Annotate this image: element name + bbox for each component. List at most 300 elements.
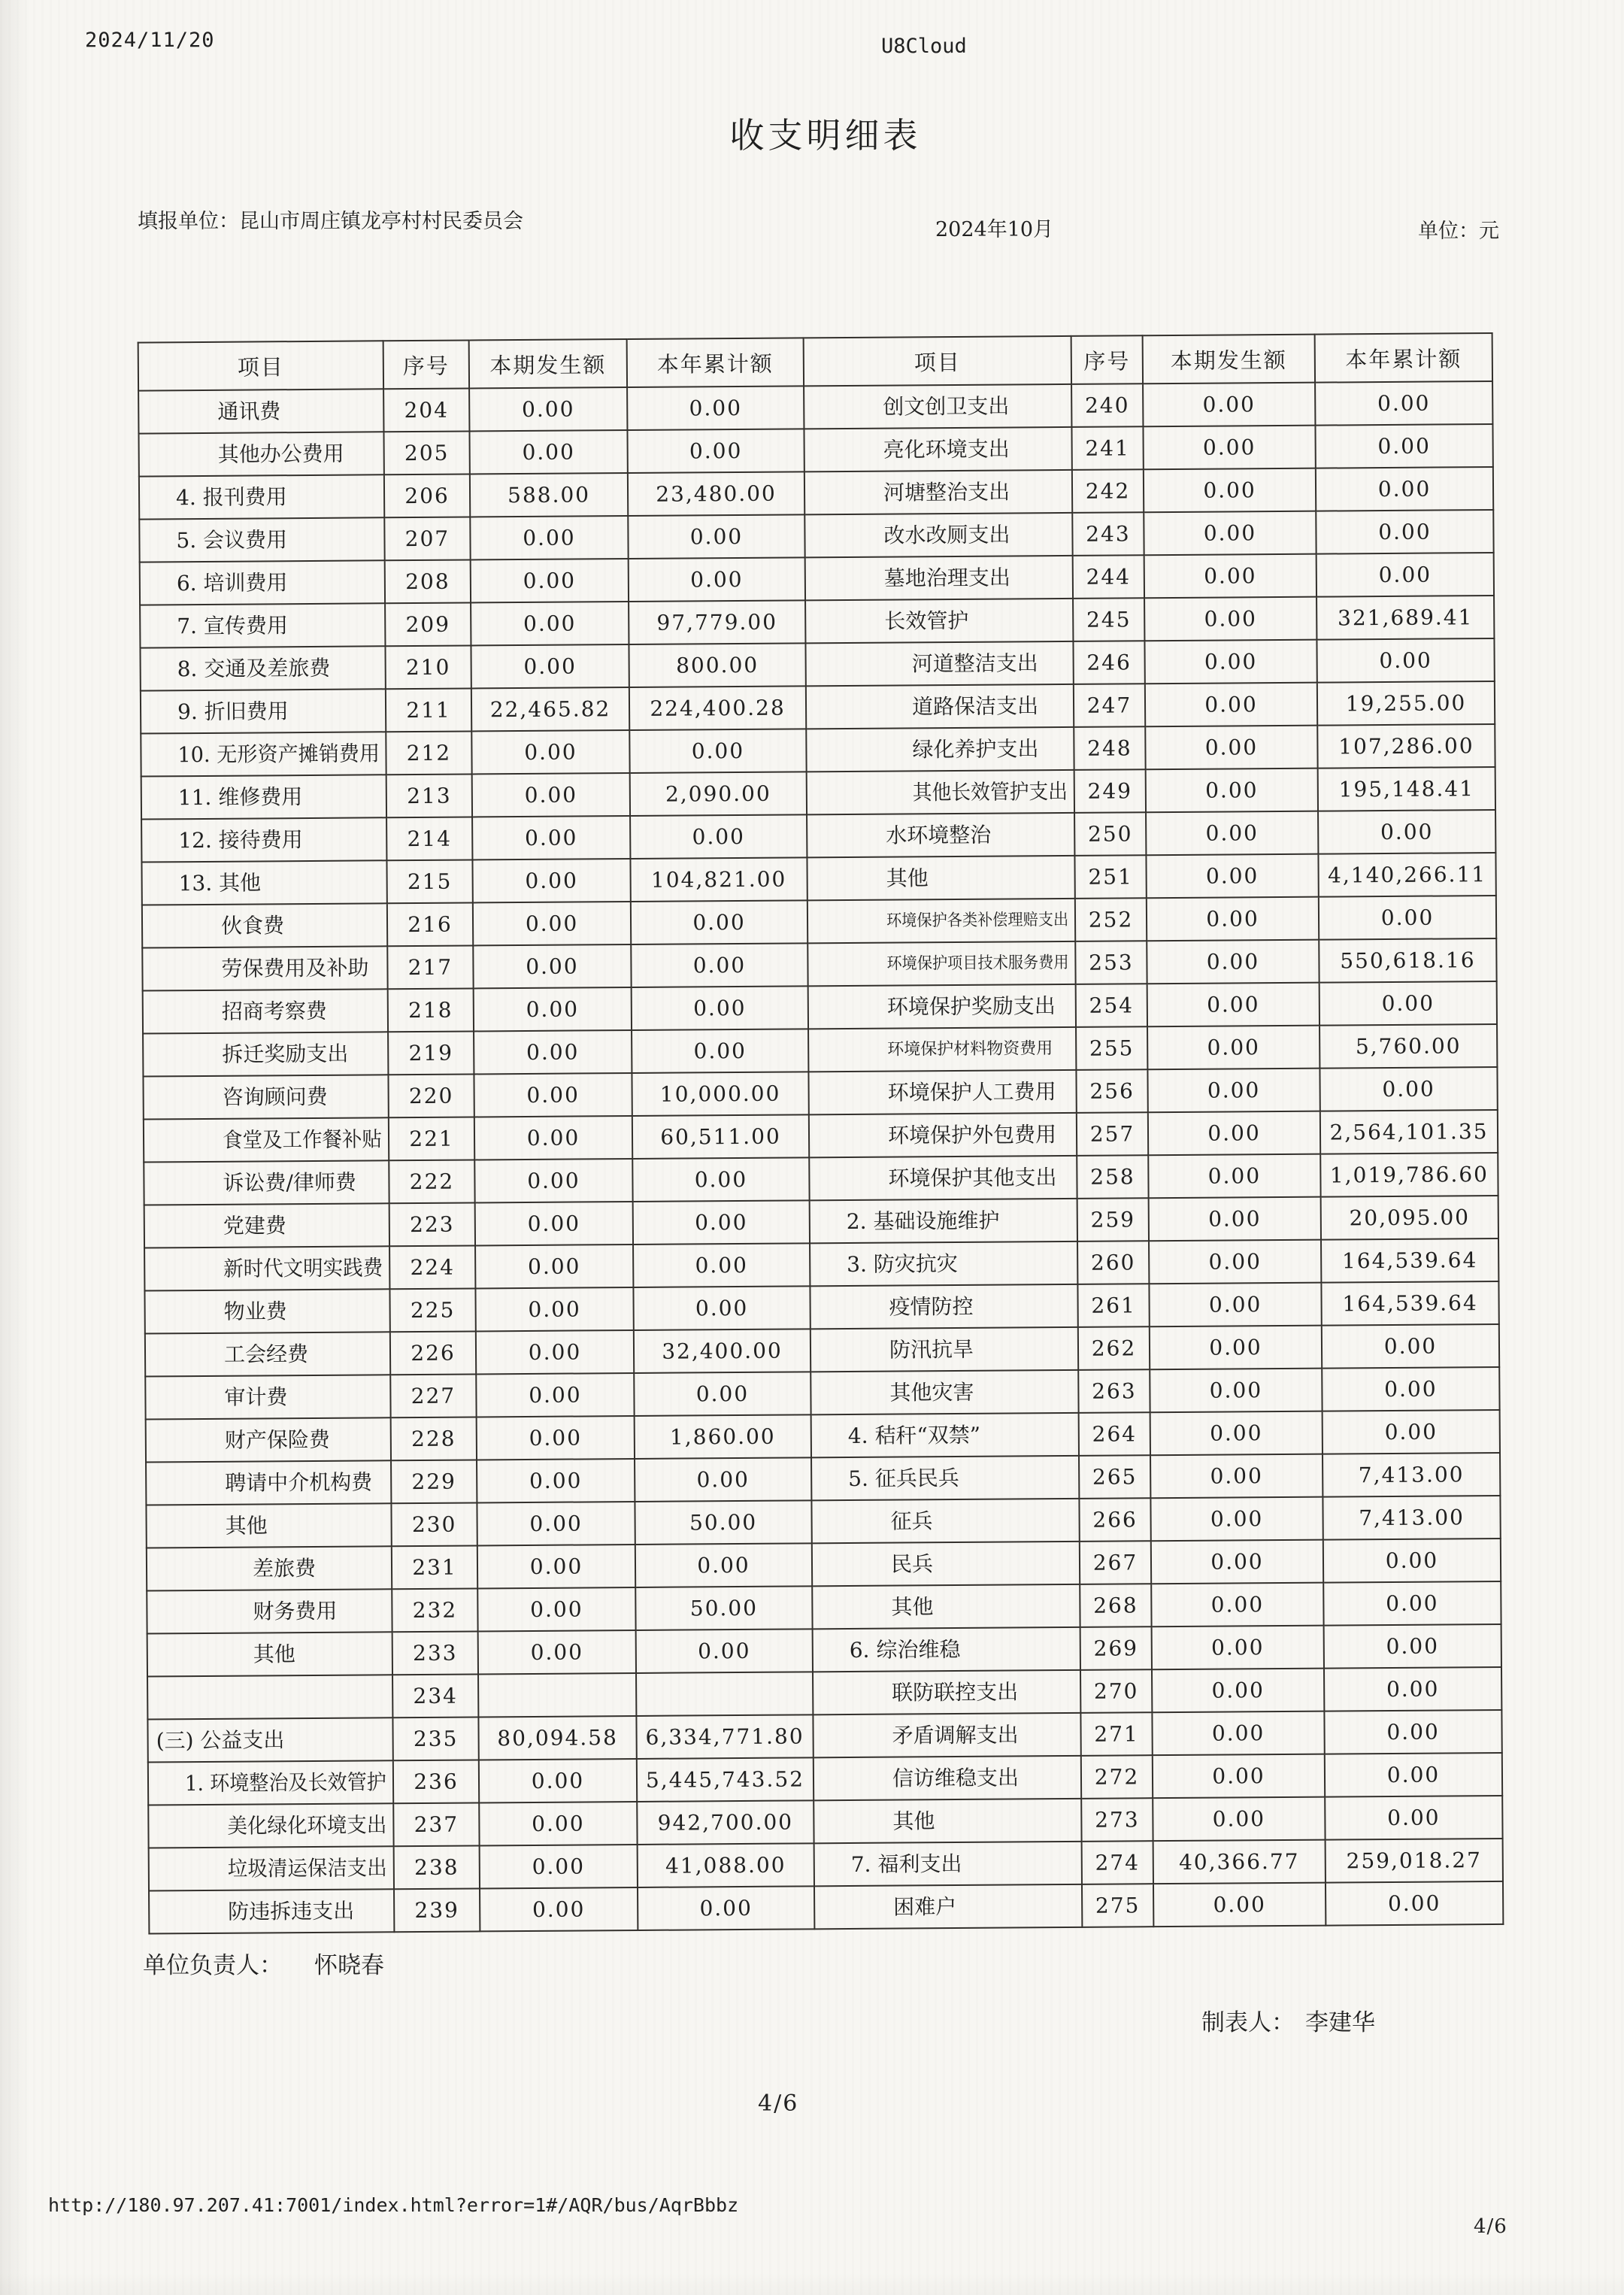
app-name: U8Cloud [881,35,967,58]
no-cell: 259 [1077,1198,1149,1241]
year-total-cell: 7,413.00 [1323,1453,1500,1497]
year-total-cell: 0.00 [1319,896,1496,940]
year-total-cell: 0.00 [633,1286,810,1330]
current-amount-cell: 0.00 [479,1759,637,1802]
item-cell: 环境保护外包费用 [810,1113,1077,1157]
no-cell: 223 [389,1202,475,1246]
table-row [805,467,1493,514]
current-amount-cell: 0.00 [1146,854,1318,899]
no-cell: 274 [1082,1841,1153,1884]
table-row [140,557,805,605]
item-cell: 其他 [146,1503,391,1548]
year-total-cell: 0.00 [634,1372,810,1416]
current-amount-cell: 0.00 [477,1459,635,1502]
table-row [144,1243,810,1290]
year-total-cell: 0.00 [629,729,806,773]
year-total-cell: 0.00 [1324,1624,1501,1669]
no-cell: 247 [1074,684,1145,727]
table-row [812,1496,1500,1543]
table-row [807,767,1495,814]
no-cell: 207 [384,517,470,560]
year-total-cell: 0.00 [1322,1324,1499,1369]
current-amount-cell: 0.00 [1143,426,1315,470]
current-amount-cell: 0.00 [1145,683,1317,727]
no-cell: 256 [1076,1069,1147,1113]
table-row [812,1410,1500,1457]
no-cell: 230 [391,1502,477,1546]
no-cell: 225 [389,1288,475,1332]
current-amount-cell: 0.00 [1148,1111,1320,1156]
table-row [814,1667,1501,1714]
table-row [147,1586,812,1633]
item-cell: 矛盾调解支出 [814,1713,1080,1757]
report-unit-label: 填报单位： [138,210,239,233]
current-amount-cell: 0.00 [469,430,627,474]
item-cell: 其他 [147,1632,392,1676]
year-total-cell: 0.00 [1318,810,1495,854]
year-total-cell: 0.00 [1320,1067,1497,1111]
year-total-cell: 2,090.00 [630,772,807,816]
table-row [142,900,807,947]
table-row [813,1539,1501,1586]
item-cell: 信访维稳支出 [814,1756,1081,1800]
current-amount-cell: 0.00 [472,859,630,902]
year-total-cell: 0.00 [1323,1539,1501,1583]
item-cell: 差旅费 [147,1546,392,1590]
table-row [806,638,1494,686]
item-cell: 垃圾清运保洁支出 [149,1846,394,1890]
table-row [142,943,807,990]
table-row [806,553,1494,600]
year-total-cell: 195,148.41 [1318,767,1495,811]
current-amount-cell: 0.00 [471,644,629,688]
table-row [804,381,1492,429]
item-cell: 防违拆违支出 [149,1889,394,1933]
table-row [812,1453,1500,1500]
year-total-cell: 0.00 [1320,981,1497,1026]
no-cell: 236 [393,1760,479,1803]
year-total-cell: 4,140,266.11 [1318,853,1495,897]
column-header-item: 项目 [138,341,383,390]
item-cell: 1. 环境整治及长效管护 [148,1760,393,1805]
current-amount-cell: 0.00 [473,902,631,945]
current-amount-cell: 0.00 [1149,1197,1321,1241]
year-total-cell: 23,480.00 [628,471,804,516]
table-header-row [138,338,804,390]
current-amount-cell: 40,366.77 [1153,1840,1326,1884]
item-cell: 疫情防控 [810,1284,1077,1329]
table-row [146,1457,811,1505]
table-row [143,1072,808,1119]
no-cell: 262 [1078,1326,1150,1370]
item-cell: 5. 会议费用 [139,517,384,562]
item-cell: 联防联控支出 [814,1670,1080,1714]
report-period: 2024年10月 [935,218,1054,241]
year-total-cell: 0.00 [627,429,804,473]
current-amount-cell: 0.00 [1147,983,1320,1027]
no-cell: 229 [391,1460,477,1503]
year-total-cell: 0.00 [1323,1581,1501,1626]
table-row [138,386,804,433]
year-total-cell: 321,689.41 [1316,596,1494,640]
no-cell: 261 [1077,1284,1149,1327]
no-cell: 254 [1076,984,1147,1027]
current-amount-cell: 0.00 [472,773,630,817]
no-cell: 272 [1081,1755,1153,1799]
item-cell: 13. 其他 [141,860,386,905]
year-total-cell: 0.00 [627,386,804,430]
item-cell: 环境保护项目技术服务费用 [808,941,1075,986]
table-row [809,1024,1497,1072]
no-cell: 253 [1075,941,1147,984]
no-cell: 224 [389,1245,475,1289]
table-row [146,1414,811,1462]
preparer-label: 制表人： [1201,2009,1295,2036]
item-cell [147,1675,392,1719]
table-row [807,810,1495,857]
no-cell: 258 [1077,1155,1148,1199]
current-amount-cell: 0.00 [480,1887,638,1931]
table-row [143,1029,808,1076]
column-header-no: 序号 [1071,335,1143,384]
current-amount-cell: 0.00 [475,1245,633,1288]
no-cell: 265 [1079,1455,1150,1499]
table-row [148,1757,814,1805]
table-row [804,424,1492,471]
item-cell: 民兵 [813,1542,1080,1586]
current-amount-cell: 0.00 [1144,640,1316,684]
item-cell: (三) 公益支出 [147,1717,392,1762]
year-total-cell: 32,400.00 [634,1329,810,1373]
item-cell: 4. 秸秆“双禁” [812,1413,1079,1457]
current-amount-cell: 0.00 [1153,1883,1326,1927]
item-cell: 招商考察费 [143,989,388,1033]
current-amount-cell: 0.00 [479,1802,637,1845]
table-row [147,1629,813,1676]
year-total-cell: 19,255.00 [1317,681,1495,726]
item-cell: 食堂及工作餐补贴 [144,1117,389,1162]
year-total-cell: 0.00 [628,514,804,559]
year-total-cell: 104,821.00 [630,857,807,902]
current-amount-cell [478,1673,636,1717]
year-total-cell: 0.00 [1323,1410,1500,1454]
table-row [141,857,807,905]
year-total-cell: 0.00 [635,1543,812,1587]
year-total-cell: 0.00 [1326,1881,1503,1926]
year-total-cell: 97,779.00 [629,600,805,644]
table-row [147,1714,813,1762]
no-cell: 269 [1080,1627,1152,1670]
item-cell: 征兵 [812,1499,1079,1543]
item-cell: 其他办公费用 [138,432,383,476]
year-total-cell: 0.00 [632,986,808,1030]
no-cell: 219 [388,1031,474,1075]
current-amount-cell: 0.00 [1151,1583,1323,1627]
table-row [815,1839,1503,1886]
current-amount-cell: 0.00 [470,516,628,559]
item-cell: 困难户 [815,1884,1082,1929]
no-cell: 255 [1076,1026,1147,1070]
table-row [148,1800,814,1848]
table-row [813,1581,1501,1629]
no-cell: 237 [393,1802,479,1846]
no-cell: 266 [1079,1498,1150,1542]
no-cell: 232 [392,1588,477,1632]
current-amount-cell: 0.00 [1144,597,1316,641]
current-amount-cell: 0.00 [471,559,629,602]
year-total-cell: 0.00 [1325,1796,1502,1840]
expense-detail-table [138,332,1504,1935]
item-cell: 其他 [813,1584,1080,1629]
table-row [138,429,804,476]
year-total-cell: 6,334,771.80 [636,1714,813,1759]
current-amount-cell: 0.00 [1152,1711,1324,1756]
item-cell: 河塘整治支出 [805,470,1072,514]
current-amount-cell: 0.00 [474,1073,632,1117]
table-row [143,986,808,1033]
table-row [147,1672,813,1719]
year-total-cell: 0.00 [1316,510,1493,554]
table-row [810,1238,1498,1286]
page-title: 收支明细表 [729,115,922,156]
table-row [149,1843,814,1890]
item-cell: 党建费 [144,1203,389,1248]
preparer-line [1201,2003,1375,2037]
no-cell: 209 [385,602,471,646]
no-cell: 248 [1074,726,1145,770]
table-row [808,896,1496,943]
table-row [810,1110,1498,1157]
currency-unit-label: 单位：元 [1418,220,1499,243]
item-cell: 道路保洁支出 [807,684,1074,729]
page-number-corner: 4/6 [1474,2215,1507,2238]
item-cell: 创文创卫支出 [804,384,1071,429]
year-total-cell: 50.00 [635,1500,811,1545]
no-cell: 239 [394,1888,480,1932]
table-row [144,1200,810,1248]
current-amount-cell: 0.00 [1148,1154,1320,1199]
current-amount-cell: 0.00 [1150,1369,1322,1413]
column-header-year-total: 本年累计额 [1315,333,1492,383]
table-row [144,1114,809,1162]
year-total-cell: 0.00 [1316,467,1493,511]
current-amount-cell: 0.00 [1147,897,1319,941]
item-cell: 环境保护奖励支出 [809,984,1076,1029]
no-cell: 234 [392,1674,478,1717]
no-cell: 217 [387,945,473,989]
no-cell: 227 [390,1374,476,1417]
table-row [807,853,1495,900]
current-amount-cell: 0.00 [1146,811,1318,856]
table-row [141,772,807,819]
current-amount-cell: 0.00 [1153,1754,1325,1799]
item-cell: 通讯费 [138,389,383,433]
current-amount-cell: 0.00 [1147,940,1319,984]
current-amount-cell: 0.00 [476,1330,634,1374]
no-cell: 226 [390,1331,476,1375]
year-total-cell: 0.00 [1315,424,1492,468]
no-cell: 268 [1080,1584,1151,1627]
no-cell: 260 [1077,1241,1149,1284]
current-amount-cell: 0.00 [478,1630,636,1674]
no-cell: 210 [385,645,471,689]
item-cell: 拆迁奖励支出 [143,1032,388,1076]
item-cell: 水环境整治 [807,813,1074,857]
year-total-cell: 0.00 [633,1200,810,1245]
year-total-cell: 5,760.00 [1320,1024,1497,1069]
year-total-cell: 0.00 [629,557,805,602]
year-total-cell [636,1672,813,1716]
current-amount-cell: 0.00 [472,816,630,859]
current-amount-cell: 0.00 [1144,468,1316,513]
item-cell: 10. 无形资产摊销费用 [141,732,386,776]
preparer-name: 李建华 [1305,2009,1375,2036]
current-amount-cell: 0.00 [1150,1454,1323,1499]
no-cell: 238 [394,1845,480,1889]
item-cell: 财务费用 [147,1589,392,1633]
no-cell: 263 [1078,1369,1150,1413]
table-row [814,1624,1501,1672]
table-row [807,681,1495,729]
year-total-cell: 7,413.00 [1323,1496,1500,1540]
year-total-cell: 0.00 [1322,1367,1499,1411]
table-row [810,1196,1498,1243]
table-row [814,1796,1502,1843]
current-amount-cell: 0.00 [1145,726,1317,770]
item-cell: 物业费 [144,1289,389,1333]
current-amount-cell: 0.00 [477,1587,635,1631]
year-total-cell: 0.00 [1315,381,1492,426]
column-header-current-period: 本期发生额 [1143,335,1315,384]
table-row [145,1372,810,1419]
no-cell: 251 [1074,855,1146,899]
table-row [805,510,1493,557]
current-amount-cell: 0.00 [1150,1497,1323,1542]
item-cell: 其他 [814,1799,1081,1843]
footer-url: http://180.97.207.41:7001/index.html?error=1#/AQR/bus/AqrBbbz [48,2194,739,2216]
current-amount-cell: 0.00 [1151,1540,1323,1584]
no-cell: 252 [1075,898,1147,941]
current-amount-cell: 80,094.58 [478,1716,636,1760]
item-cell: 7. 福利支出 [815,1842,1082,1886]
item-cell: 绿化养护支出 [807,727,1074,772]
item-cell: 6. 综治维稳 [814,1627,1080,1672]
no-cell: 214 [386,817,472,860]
current-amount-cell: 0.00 [1152,1669,1324,1713]
year-total-cell: 164,539.64 [1321,1238,1498,1283]
item-cell: 聘请中介机构费 [146,1460,391,1505]
year-total-cell: 942,700.00 [637,1800,814,1845]
item-cell: 11. 维修费用 [141,775,386,819]
item-cell: 环境保护人工费用 [809,1070,1076,1114]
current-amount-cell: 0.00 [1144,554,1316,599]
year-total-cell: 5,445,743.52 [637,1757,814,1802]
year-total-cell: 0.00 [631,900,807,944]
column-header-year-total: 本年累计额 [627,338,804,387]
item-cell: 环境保护材料物资费用 [809,1027,1076,1072]
current-amount-cell: 0.00 [475,1202,633,1245]
year-total-cell: 2,564,101.35 [1320,1110,1498,1154]
item-cell: 其他长效管护支出 [807,770,1074,814]
no-cell: 208 [385,559,471,603]
report-unit-value: 昆山市周庄镇龙亭村村民委员会 [239,210,523,233]
current-amount-cell: 0.00 [1152,1626,1324,1670]
year-total-cell: 550,618.16 [1319,938,1496,983]
no-cell: 216 [387,902,473,946]
year-total-cell: 0.00 [631,943,807,987]
no-cell: 244 [1073,555,1144,599]
year-total-cell: 0.00 [1325,1753,1502,1797]
item-cell: 防汛抗旱 [811,1327,1078,1372]
table-header-row [804,333,1492,386]
current-amount-cell: 0.00 [476,1373,634,1417]
no-cell: 264 [1079,1412,1150,1456]
year-total-cell: 0.00 [1316,638,1494,683]
column-header-item: 项目 [804,336,1071,386]
table-row [810,1281,1498,1329]
item-cell: 新时代文明实践费 [144,1246,389,1290]
item-cell: 咨询顾问费 [143,1075,388,1119]
item-cell: 改水改厕支出 [805,513,1072,557]
table-row [139,471,804,519]
current-amount-cell: 0.00 [477,1545,635,1588]
table-row [141,686,806,733]
item-cell: 美化绿化环境支出 [148,1803,393,1848]
table-row [146,1500,811,1548]
responsible-name: 怀晓春 [314,1952,384,1979]
table-row [811,1367,1499,1414]
item-cell: 7. 宣传费用 [140,603,385,647]
current-amount-cell: 0.00 [1147,1026,1320,1070]
table-row [806,596,1494,643]
current-amount-cell: 0.00 [474,987,632,1031]
no-cell: 204 [383,388,469,432]
table-row [147,1543,812,1590]
no-cell: 213 [386,774,472,817]
year-total-cell: 0.00 [638,1886,814,1930]
no-cell: 221 [389,1117,474,1160]
year-total-cell: 60,511.00 [632,1114,809,1159]
table-row [144,1286,810,1333]
scan-date: 2024/11/20 [85,29,215,52]
no-cell: 218 [388,988,474,1032]
current-amount-cell: 0.00 [1150,1326,1322,1370]
item-cell: 9. 折旧费用 [141,689,386,733]
table-row [141,814,807,862]
no-cell: 250 [1074,812,1146,856]
item-cell: 财产保险费 [146,1417,391,1462]
item-cell: 其他灾害 [811,1370,1078,1414]
no-cell: 275 [1082,1884,1153,1927]
page-number-center: 4/6 [758,2090,799,2117]
item-cell: 2. 基础设施维护 [810,1199,1077,1243]
current-amount-cell: 22,465.82 [471,687,629,731]
year-total-cell: 0.00 [630,814,807,859]
table-row [814,1710,1501,1757]
no-cell: 243 [1072,512,1144,556]
year-total-cell: 0.00 [1324,1710,1501,1754]
current-amount-cell: 0.00 [474,1116,632,1160]
year-total-cell: 800.00 [629,643,805,687]
no-cell: 215 [386,859,472,903]
current-amount-cell: 0.00 [1149,1240,1321,1284]
item-cell: 环境保护各类补偿理赔支出 [808,899,1075,943]
report-unit-line [138,205,523,234]
table-row [145,1329,810,1376]
no-cell: 246 [1073,641,1144,684]
table-row [811,1324,1499,1372]
table-row [807,724,1495,772]
